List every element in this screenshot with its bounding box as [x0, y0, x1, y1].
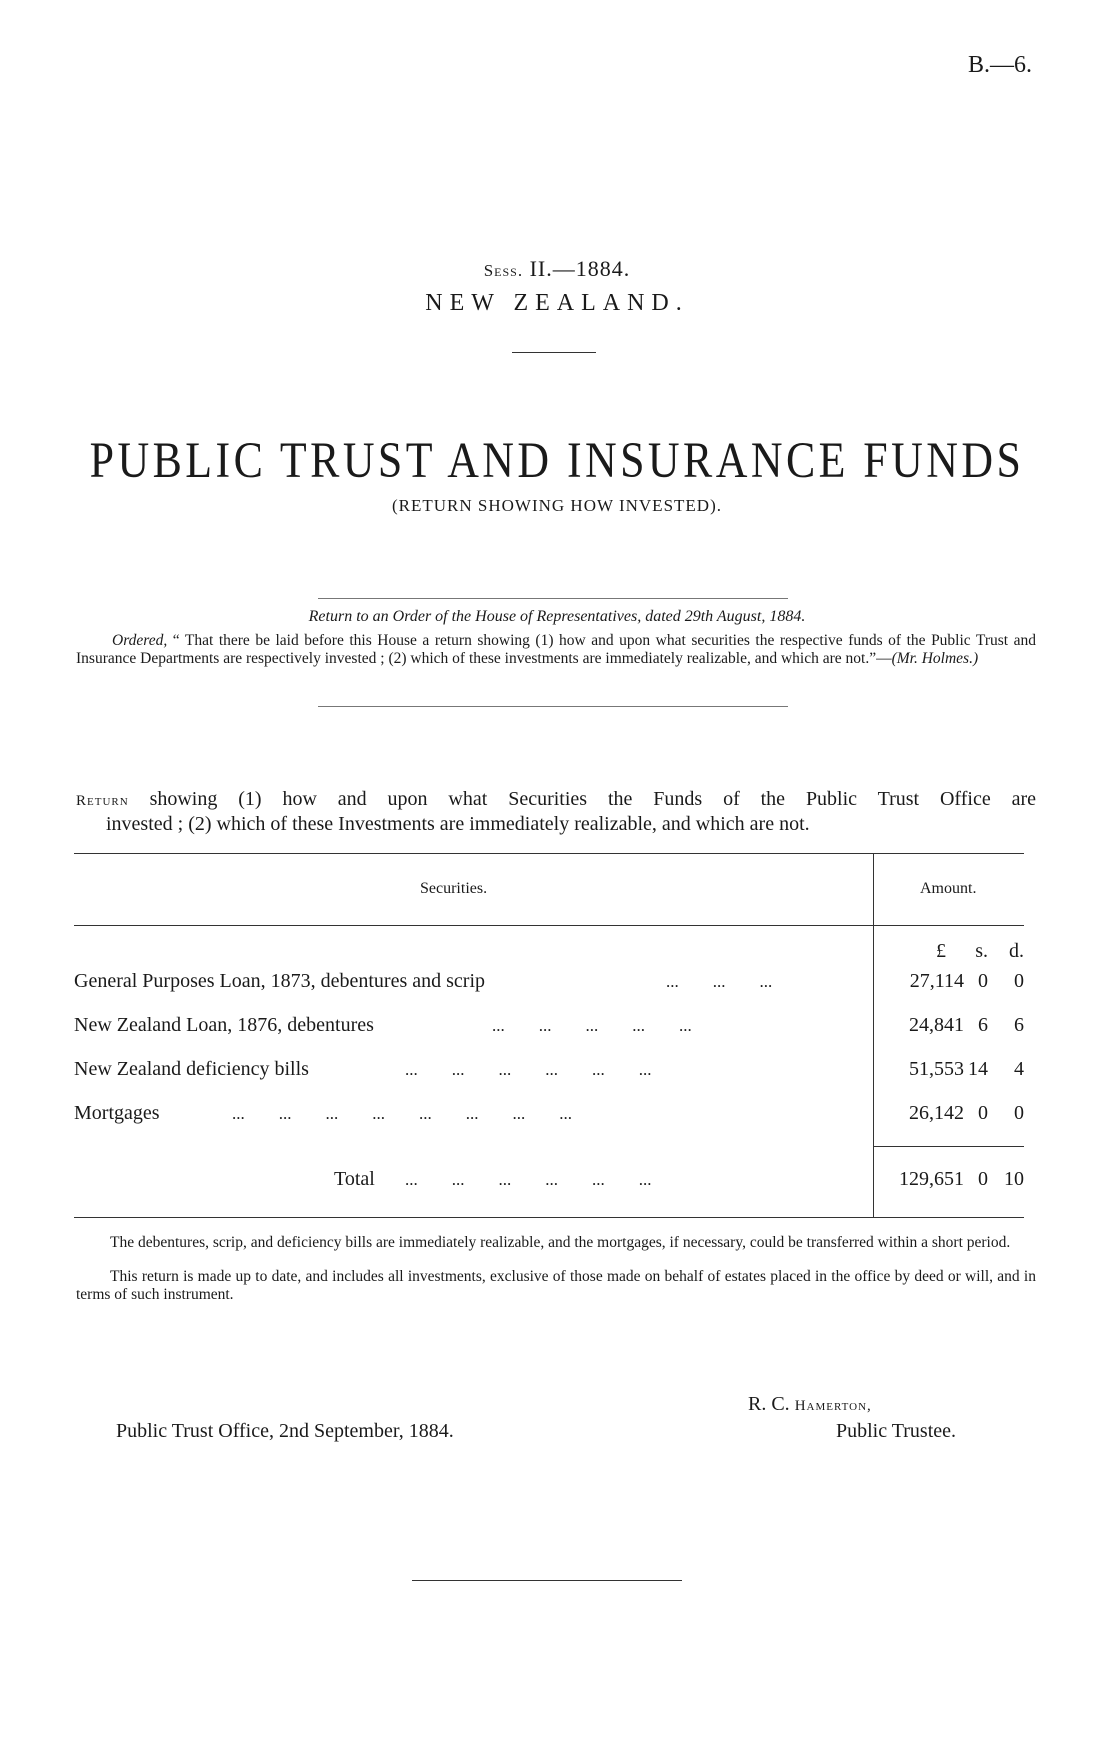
amount-pence: 4 [1014, 1058, 1024, 1080]
signatory-title: Public Trustee. [836, 1420, 957, 1442]
table-top-rule [74, 853, 1024, 854]
document-title: PUBLIC TRUST AND INSURANCE FUNDS [89, 433, 1025, 489]
amount-shillings: 0 [978, 1102, 988, 1124]
divider-rule [318, 706, 788, 707]
amount-pounds: 51,553 [909, 1058, 964, 1080]
column-header-securities: Securities. [420, 880, 488, 897]
table-header-rule [74, 925, 1024, 926]
table-row-label: Mortgages [74, 1102, 160, 1124]
total-pounds: 129,651 [899, 1168, 964, 1190]
amount-pounds: 24,841 [909, 1014, 964, 1036]
note-paragraph: This return is made up to date, and includes all investments, exclusive of those made on behalf of estates placed in the office by deed or will, and in terms of such instrument. [76, 1268, 1036, 1303]
unit-shillings: s. [975, 940, 988, 962]
table-row-label: New Zealand Loan, 1876, debentures [74, 1014, 374, 1036]
amount-shillings: 0 [978, 970, 988, 992]
country-heading: NEW ZEALAND. [425, 290, 689, 316]
return-lead: Return [76, 793, 129, 809]
order-lead: Ordered, [112, 632, 168, 649]
leader-dots: ... ... ... [666, 972, 773, 991]
table-row-label: New Zealand deficiency bills [74, 1058, 309, 1080]
total-shillings: 0 [978, 1168, 988, 1190]
page-identifier: B.—6. [967, 52, 1032, 78]
order-paragraph [76, 632, 1036, 668]
session-line [0, 256, 1114, 282]
leader-dots: ... ... ... ... ... ... [405, 1060, 652, 1079]
leader-dots: ... ... ... ... ... [492, 1016, 692, 1035]
order-heading: Return to an Order of the House of Representatives, dated 29th August, 1884. [308, 608, 806, 625]
note-paragraph: The debentures, scrip, and deficiency bills are immediately realizable, and the mortgages, if necessary, could be transferred within a short period. [110, 1234, 1011, 1251]
amount-pounds: 26,142 [909, 1102, 964, 1124]
signatory-initials: R. C. [748, 1393, 790, 1415]
total-label: Total [334, 1168, 375, 1190]
order-mover: (Mr. Holmes.) [891, 650, 979, 667]
return-line-1-text: showing (1) how and upon what Securities the Funds of the Public Trust Office are [149, 788, 1036, 810]
divider-rule [318, 598, 788, 599]
return-description [76, 788, 1036, 836]
column-header-amount: Amount. [920, 880, 977, 897]
return-line-2: invested ; (2) which of these Investments are immediately realizable, and which are not. [106, 813, 810, 835]
notes [76, 1234, 1036, 1304]
session-prefix: Sess. [483, 261, 524, 280]
total-pence: 10 [1004, 1168, 1024, 1190]
signatory-surname: Hamerton, [794, 1398, 872, 1414]
amount-pounds: 27,114 [909, 970, 964, 992]
leader-dots: ... ... ... ... ... ... ... ... [232, 1104, 572, 1123]
table-bottom-rule [74, 1217, 1024, 1218]
amount-pence: 0 [1014, 1102, 1024, 1124]
amount-shillings: 6 [978, 1014, 988, 1036]
subtotal-rule [874, 1146, 1024, 1147]
document-subtitle: (RETURN SHOWING HOW INVESTED). [392, 496, 722, 515]
signatory-name [748, 1393, 872, 1416]
return-line-1 [76, 788, 1036, 813]
divider-rule [512, 352, 596, 353]
amount-pence: 6 [1014, 1014, 1024, 1036]
unit-pence: d. [1009, 940, 1024, 962]
order-text: “ That there be laid before this House a return showing (1) how and upon what securities the respective funds of the Public Trust and Insurance Departments are respectively invested ; (2) which of these investments are immediately realizable, and which are not.”— [76, 632, 1037, 667]
table-column-divider [873, 853, 874, 1217]
place-and-date: Public Trust Office, 2nd September, 1884. [116, 1420, 454, 1442]
amount-shillings: 14 [968, 1058, 988, 1080]
leader-dots: ... ... ... ... ... ... [405, 1170, 652, 1189]
closing-rule [412, 1580, 682, 1581]
unit-pounds: £ [936, 940, 946, 962]
table-row-label: General Purposes Loan, 1873, debentures and scrip [74, 970, 485, 992]
session-number: II.—1884. [529, 256, 631, 281]
amount-pence: 0 [1014, 970, 1024, 992]
